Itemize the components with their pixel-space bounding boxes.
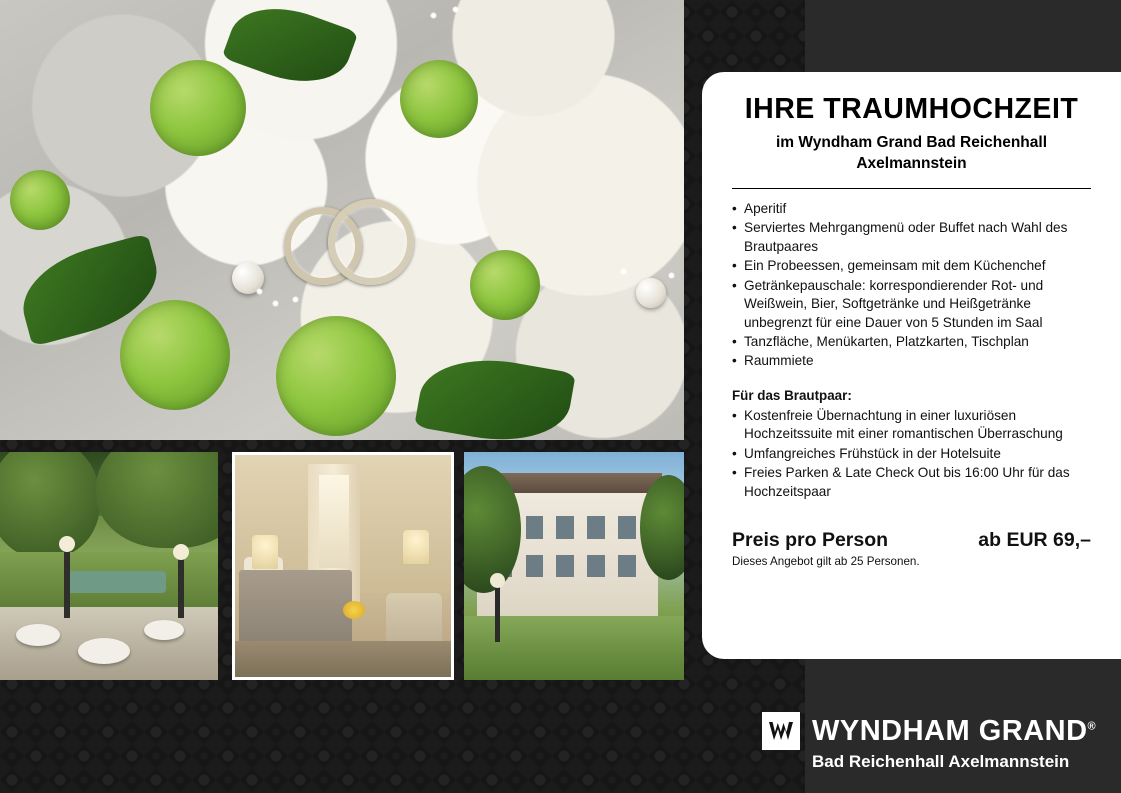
room-floor — [235, 641, 451, 677]
brand-logo — [762, 712, 1096, 750]
photo-hotel-facade — [464, 452, 684, 680]
list-item: • Ein Probeessen, gemeinsam mit dem Küchenchef — [732, 257, 1091, 275]
window — [618, 555, 636, 578]
logo-property-name: Bad Reichenhall Axelmannstein — [812, 752, 1070, 771]
window — [556, 516, 574, 539]
list-item: • Serviertes Mehrgangmenü oder Buffet nach Wahl des Brautpaares — [732, 219, 1091, 256]
lamp-post-icon — [178, 556, 184, 618]
logo-wordmark — [812, 714, 1097, 747]
list-item: • Umfangreiches Frühstück in der Hotelsuite — [732, 445, 1091, 463]
green-chrysanthemum — [10, 170, 70, 230]
sparkle-icon — [292, 296, 299, 303]
price-note: Dieses Angebot gilt ab 25 Personen. — [732, 555, 920, 569]
registered-mark: ® — [1087, 719, 1097, 732]
couple-section-heading: Für das Brautpaar: — [732, 387, 852, 403]
flower-vase — [343, 601, 365, 619]
price-row — [732, 529, 1091, 552]
leaf-shape — [414, 348, 576, 440]
green-chrysanthemum — [120, 300, 230, 410]
lamp-post-icon — [495, 584, 500, 642]
table-lamp-icon — [403, 530, 429, 564]
divider — [732, 188, 1091, 189]
bouquet-image — [0, 0, 684, 440]
window — [526, 516, 544, 539]
inclusions-list — [732, 200, 1091, 371]
price-value: ab EUR 69,– — [978, 529, 1091, 552]
window — [587, 555, 605, 578]
pearl-detail — [636, 278, 666, 308]
green-chrysanthemum — [276, 316, 396, 436]
list-item: • Freies Parken & Late Check Out bis 16:00 Uhr für das Hochzeitspaar — [732, 464, 1091, 501]
room-image — [235, 455, 451, 677]
table-lamp-icon — [252, 535, 278, 569]
fountain-pool — [65, 571, 165, 594]
terrace-table — [144, 620, 184, 640]
sparkle-icon — [620, 268, 627, 275]
sparkle-icon — [430, 12, 437, 19]
terrace-table — [78, 638, 130, 664]
sparkle-icon — [452, 6, 459, 13]
window — [587, 516, 605, 539]
green-chrysanthemum — [150, 60, 246, 156]
price-label: Preis pro Person — [732, 529, 889, 552]
couple-inclusions-list — [732, 407, 1091, 501]
lamp-post-icon — [64, 548, 70, 618]
photo-hotel-garden — [0, 452, 218, 680]
facade-image — [464, 452, 684, 680]
list-item: • Aperitif — [732, 200, 1091, 218]
tree-shape — [96, 452, 218, 548]
wyndham-w-icon — [762, 712, 800, 750]
window — [556, 555, 574, 578]
photo-hotel-room — [232, 452, 454, 680]
tree-shape — [0, 452, 100, 558]
bed — [239, 570, 351, 645]
leaf-shape — [222, 0, 359, 98]
page-title: IHRE TRAUMHOCHZEIT — [744, 93, 1079, 125]
main-photo-bouquet — [0, 0, 684, 440]
window — [526, 555, 544, 578]
green-chrysanthemum — [400, 60, 478, 138]
list-item: • Kostenfreie Übernachtung in einer luxuriösen Hochzeitssuite mit einer romantischen Überraschung — [732, 407, 1091, 444]
wedding-rings — [280, 195, 410, 285]
sparkle-icon — [272, 300, 279, 307]
green-chrysanthemum — [470, 250, 540, 320]
window — [618, 516, 636, 539]
garden-image — [0, 452, 218, 680]
terrace-table — [16, 624, 60, 646]
list-item: • Raummiete — [732, 352, 1091, 370]
room-window — [319, 475, 349, 568]
page-subtitle: im Wyndham Grand Bad Reichenhall Axelmannstein — [775, 133, 1047, 172]
sparkle-icon — [668, 272, 675, 279]
list-item: • Getränkepauschale: korrespondierender Rot- und Weißwein, Bier, Softgetränke und Heißgetränke unbegrenzt für eine Dauer von 5 Stunden im Saal — [732, 277, 1091, 332]
offer-panel — [702, 72, 1121, 659]
logo-wordmark-text: WYNDHAM GRAND — [812, 714, 1088, 747]
sparkle-icon — [256, 288, 263, 295]
list-item: • Tanzfläche, Menükarten, Platzkarten, Tischplan — [732, 333, 1091, 351]
